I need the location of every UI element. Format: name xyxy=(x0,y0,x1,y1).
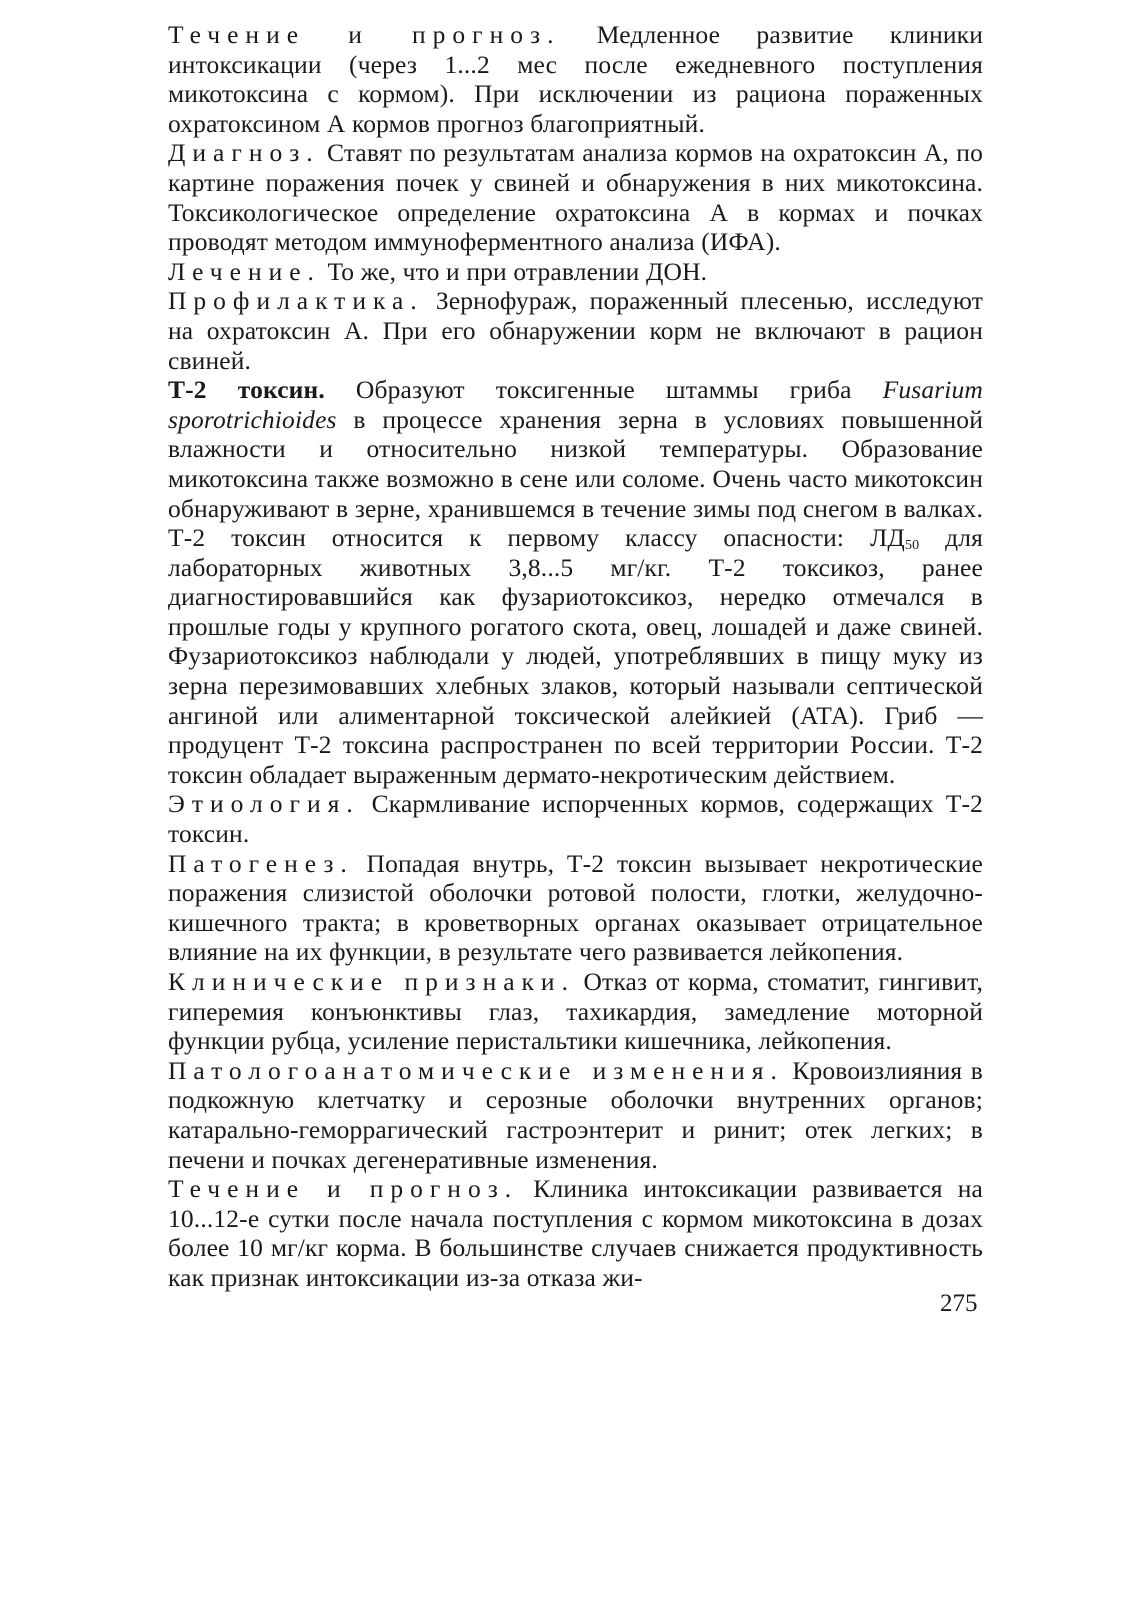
text-treatment: То же, что и при отравлении ДОН. xyxy=(320,256,708,286)
species-name: Fusarium sporotrichioides xyxy=(168,375,983,434)
text-pathogenesis: Попадая внутрь, Т-2 токсин вызывает некротические поражения слизистой оболочки ротовой полости, глотки, желудочно-кишечного тракта; в кроветворных органах оказывает отрицательное влияние на их функции, в результате чего развивается лейкопения. xyxy=(168,848,983,967)
text-diagnosis: Ставят по результатам анализа кормов на охратоксин А, по картине поражения почек у свиней и обнаружения в них микотоксина. Токсикологическое определение охратоксина А в кормах и почках проводят методом иммуноферментного анализа (ИФА). xyxy=(168,138,983,257)
heading-etiology: Этиология. xyxy=(168,789,360,819)
text-t2-toxin-part1: Образуют токсигенные штаммы гриба xyxy=(324,375,883,405)
text-prevention: Зернофураж, пораженный плесенью, исследуют на охратоксин А. При его обнаружении корм не включают в рацион свиней. xyxy=(168,286,983,375)
paragraph-etiology xyxy=(168,789,983,848)
heading-prevention: Профилактика. xyxy=(168,286,424,316)
paragraph-prevention xyxy=(168,286,983,375)
heading-t2-toxin: Т-2 токсин. xyxy=(168,375,325,405)
heading-course-prognosis-1: Течение и прогноз. xyxy=(168,20,561,49)
paragraph-treatment xyxy=(168,257,983,287)
heading-course-prognosis-2: Течение и прогноз. xyxy=(168,1174,519,1204)
paragraph-course-prognosis-1 xyxy=(168,20,983,138)
text-t2-toxin-part3: для лабораторных животных 3,8...5 мг/кг. Т-2 токсикоз, ранее диагностировавшийся как фузариотоксикоз, нередко отмечался в прошлые годы у крупного рогатого скота, овец, лошадей и даже свиней. Фузариотоксикоз наблюдали у людей, употреблявших в пищу муку из зерна перезимовавших хлебных злаков, который называли септической ангиной или алиментарной токсической алейкией (АТА). Гриб — продуцент Т-2 токсина распространен по всей территории России. Т-2 токсин обладает выраженным дермато-некротическим действием. xyxy=(168,523,984,789)
paragraph-pathoanatomical xyxy=(168,1056,983,1174)
ld-subscript: 50 xyxy=(904,538,920,554)
paragraph-diagnosis xyxy=(168,138,983,256)
page-text xyxy=(168,20,983,1293)
heading-clinical-signs: Клинические признаки. xyxy=(168,967,575,996)
text-pathoanatomical: Кровоизлияния в подкожную клетчатку и серозные оболочки внутренних органов; катарально-геморрагический гастроэнтерит и ринит; отек легких; в печени и почках дегенеративные изменения. xyxy=(168,1055,983,1174)
heading-pathoanatomical: Патологоанатомические изменения. xyxy=(168,1055,784,1085)
paragraph-t2-toxin xyxy=(168,375,983,789)
text-t2-toxin-part2: в процессе хранения зерна в условиях повышенной влажности и относительно низкой температуры. Образование микотоксина также возможно в сене или соломе. Очень часто микотоксин обнаруживают в зерне, хранившемся в течение зимы под снегом в валках. Т-2 токсин относится к первому классу опасности: ЛД xyxy=(168,404,983,553)
paragraph-clinical-signs xyxy=(168,967,983,1056)
page-number: 275 xyxy=(940,1290,978,1317)
paragraph-course-prognosis-2 xyxy=(168,1174,983,1292)
heading-treatment: Лечение. xyxy=(168,256,321,286)
paragraph-pathogenesis xyxy=(168,849,983,967)
text-course-prognosis-2: Клиника интоксикации развивается на 10...12-е сутки после начала поступления с кормом микотоксина в дозах более 10 мг/кг корма. В большинстве случаев снижается продуктивность как признак интоксикации из-за отказа жи- xyxy=(168,1174,983,1292)
heading-pathogenesis: Патогенез. xyxy=(168,848,354,878)
text-etiology: Скармливание испорченных кормов, содержащих Т-2 токсин. xyxy=(168,789,983,849)
heading-diagnosis: Диагноз. xyxy=(168,138,320,168)
text-clinical-signs: Отказ от корма, стоматит, гингивит, гиперемия конъюнктивы глаз, тахикардия, замедление моторной функции рубца, усиление перистальтики кишечника, лейкопения. xyxy=(168,967,983,1056)
text-course-prognosis-1: Медленное развитие клиники интоксикации (через 1...2 мес после ежедневного поступления микотоксина с кормом). При исключении из рациона пораженных охратоксином А кормов прогноз благоприятный. xyxy=(168,20,983,138)
